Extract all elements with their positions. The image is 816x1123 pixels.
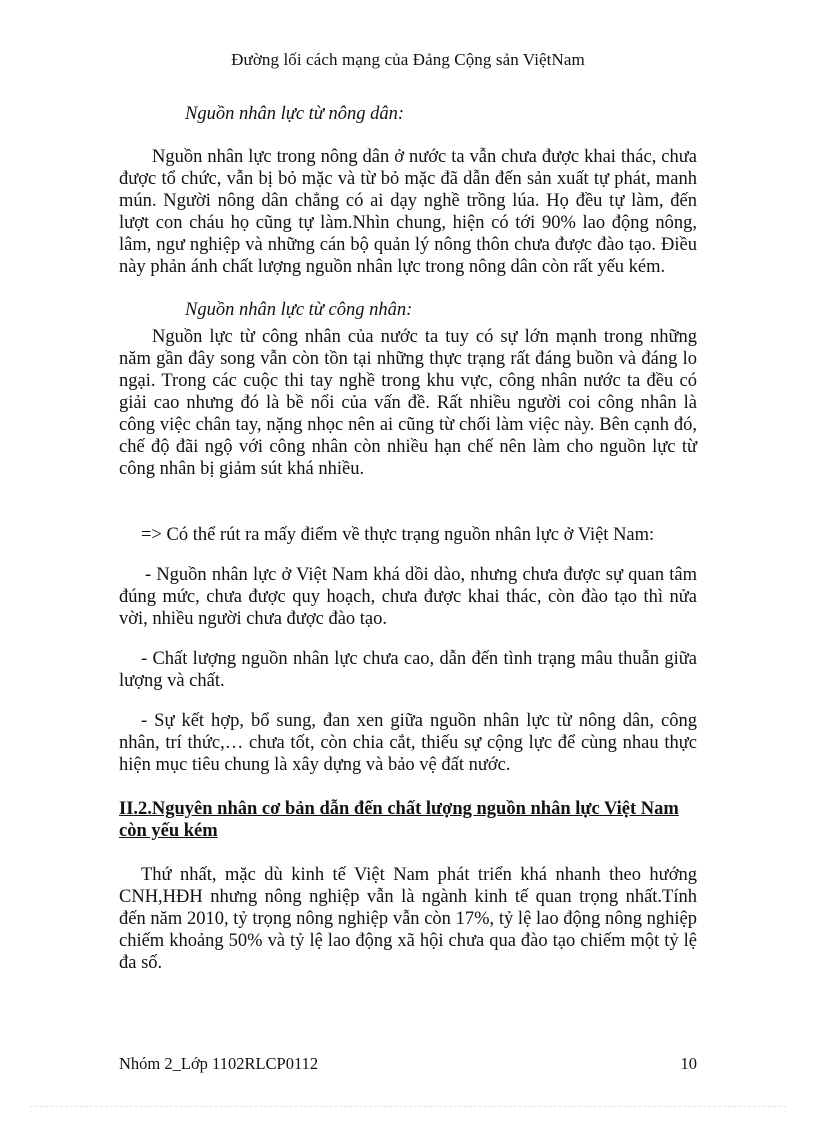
bullet-coordination: - Sự kết hợp, bổ sung, đan xen giữa nguồn nhân lực từ nông dân, công nhân, trí thức,… chưa tốt, còn chia cắt, thiếu sự cộng lực để cùng nhau thực hiện mục tiêu chung là xây dựng và bảo vệ đất nước. <box>119 711 697 775</box>
page-bottom-border <box>30 1106 786 1107</box>
paragraph-workers: Nguồn lực từ công nhân của nước ta tuy có sự lớn mạnh trong những năm gần đây song vẫn còn tồn tại những thực trạng rất đáng buồn và đáng lo ngại. Trong các cuộc thi tay nghề trong khu vực, công nhân nước ta đều có giải cao nhưng đó là bề nổi của vấn đề. Rất nhiều người coi công nhân là công việc chân tay, nặng nhọc nên ai cũng từ chối làm việc này. Bên cạnh đó, chế độ đãi ngộ với công nhân còn nhiều hạn chế nên làm cho nguồn lực từ công nhân bị giảm sút khá nhiều. <box>119 327 697 479</box>
page-number: 10 <box>680 1054 697 1073</box>
section-heading: II.2.Nguyên nhân cơ bản dẫn đến chất lượng nguồn nhân lực Việt Nam còn yếu kém <box>119 799 679 841</box>
subheading-workers: Nguồn nhân lực từ công nhân: <box>185 300 413 320</box>
footer-group-label: Nhóm 2_Lớp 1102RLCP0112 <box>119 1054 319 1073</box>
page-header: Đường lối cách mạng của Đảng Cộng sản ViệtNam <box>231 50 585 69</box>
subheading-farmers: Nguồn nhân lực từ nông dân: <box>185 104 405 124</box>
bullet-quality: - Chất lượng nguồn nhân lực chưa cao, dẫn đến tình trạng mâu thuẫn giữa lượng và chất. <box>119 649 697 691</box>
document-body <box>119 100 697 974</box>
conclusion-line: => Có thể rút ra mấy điểm về thực trạng nguồn nhân lực ở Việt Nam: <box>141 525 655 545</box>
page-footer <box>119 1054 697 1074</box>
bullet-abundance: - Nguồn nhân lực ở Việt Nam khá dồi dào, nhưng chưa được sự quan tâm đúng mức, chưa được quy hoạch, chưa được khai thác, còn đào tạo thì nửa vời, nhiều người chưa được đào tạo. <box>119 565 697 629</box>
paragraph-causes: Thứ nhất, mặc dù kinh tế Việt Nam phát triển khá nhanh theo hướng CNH,HĐH nhưng nông nghiệp vẫn là ngành kinh tế quan trọng nhất.Tính đến năm 2010, tỷ trọng nông nghiệp vẫn còn 17%, tỷ lệ lao động nông nghiệp chiếm khoảng 50% và tỷ lệ lao động xã hội chưa qua đào tạo chiếm một tỷ lệ đa số. <box>119 865 697 973</box>
paragraph-farmers: Nguồn nhân lực trong nông dân ở nước ta vẫn chưa được khai thác, chưa được tổ chức, vẫn bị bỏ mặc và từ bỏ mặc đã dẫn đến sản xuất tự phát, manh mún. Người nông dân chẳng có ai dạy nghề trồng lúa. Họ đều tự làm, đến lượt con cháu họ cũng tự làm.Nhìn chung, hiện có tới 90% lao động nông, lâm, ngư nghiệp và những cán bộ quản lý nông thôn chưa được đào tạo. Điều này phản ánh chất lượng nguồn nhân lực trong nông dân còn rất yếu kém. <box>119 147 697 277</box>
